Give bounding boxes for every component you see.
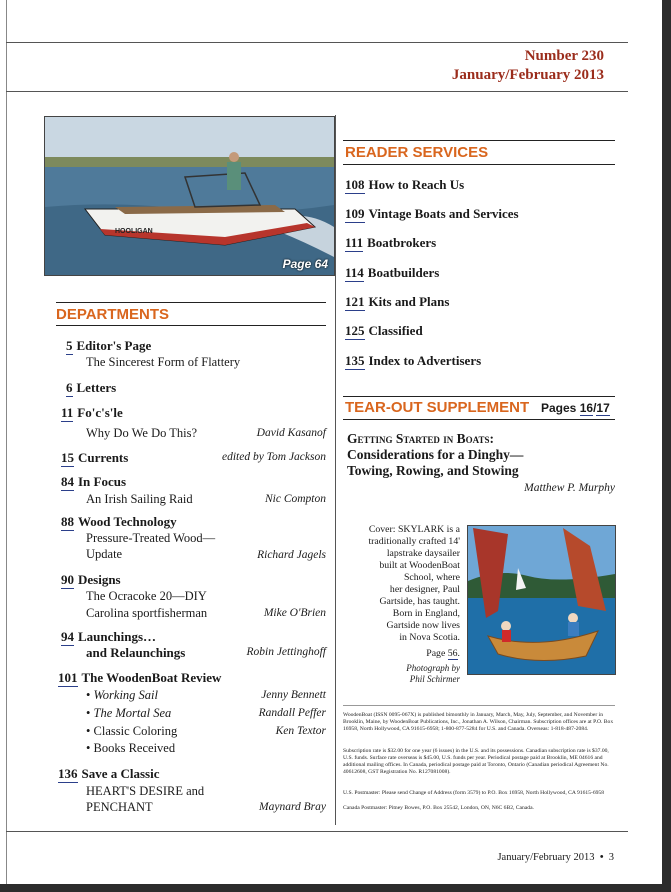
rs-item-boatbuilders[interactable] [345,264,439,282]
item-author: Robin Jettinghoff [246,646,326,658]
page-number: 90 [61,572,74,587]
page-number: 5 [66,338,73,353]
item-subtitle-line1: The Ocracoke 20—DIY [86,589,207,603]
reader-services-bottom-rule [343,164,615,165]
photo-credit-line2: Phil Schirmer [409,674,460,684]
item-title: How to Reach Us [368,177,465,192]
page-number: 135 [345,353,365,368]
item-subtitle: The Sincerest Form of Flattery [86,355,241,369]
item-title: Letters [76,380,117,395]
dept-item-currents[interactable] [61,449,128,467]
cover-caption-line: Gartside now lives [386,620,460,631]
item-author: Maynard Bray [259,801,326,813]
sailboat-image [468,526,615,674]
cover-page-text: Page [426,648,446,659]
cover-caption-line: her designer, Paul [389,584,460,595]
item-title: Classified [368,323,423,338]
item-author: David Kasanof [256,427,326,439]
rs-item-index-to-advertisers[interactable] [345,352,481,370]
dept-item-woodenboat-review[interactable] [58,669,221,687]
cover-caption [344,524,460,685]
dept-item-designs[interactable] [61,571,121,589]
cover-page-number: 56 [447,648,458,659]
page-edge-line [6,0,7,884]
fineprint-publication: WoodenBoat (ISSN 0095-067X) is published bimonthly in January, March, May, July, September, and November in Brooklin, Maine, by WoodenBoat Publications, Inc., Jonathan A. Wilson, Chairman. Subscription offices are at P.O. Box 16958, North Hollywood, CA 91615-6958; 1-800-877-5284 for U.S. and Canada. Overseas: 1-818-487-2084. [343,712,614,732]
page-number: 114 [345,265,364,280]
item-subtitle-line1: Pressure-Treated Wood— [86,531,216,545]
item-subtitle: Why Do We Do This? [86,426,198,440]
item-title: Editor's Page [76,338,152,353]
boat-name-text: HOOLIGAN [115,228,153,235]
page-number: 109 [345,206,365,221]
review-bullet: • Working Sail [86,688,158,702]
page-number: 6 [66,380,73,395]
page-number: 136 [58,766,78,781]
footer-page-number: 3 [608,852,614,863]
rs-item-kits-and-plans[interactable] [345,293,449,311]
tearout-pages-label: Pages [541,401,577,415]
page-number: 84 [61,474,74,489]
item-subtitle-line1: HEART'S DESIRE and [86,784,205,798]
dept-item-launchings[interactable] [61,628,156,646]
cover-caption-line: traditionally crafted 14' [368,536,460,547]
header-rule [6,91,628,92]
item-title: Currents [78,450,129,465]
item-title: Index to Advertisers [368,353,482,368]
tearout-pages[interactable]: Pages 16/17 [541,401,610,415]
cover-caption-line: Gartside, has taught. [379,596,460,607]
review-bullet: • Classic Coloring [86,724,178,738]
item-title: Boatbrokers [367,235,437,250]
departments-top-rule [56,302,326,303]
review-book-title: Classic Coloring [93,724,178,738]
tearout-top-rule [343,396,615,397]
tearout-title-line3: Towing, Rowing, and Stowing [347,463,519,478]
item-title: Kits and Plans [368,294,450,309]
tearout-bottom-rule [343,419,615,420]
dept-item-editors-page[interactable] [66,337,151,355]
tearout-page-a: 16 [579,401,594,415]
tearout-title-line2: Considerations for a Dinghy— [347,447,524,462]
item-title: Save a Classic [81,766,160,781]
cover-caption-line: Cover: SKYLARK is a [368,524,460,535]
review-book-title: The Mortal Sea [93,706,172,720]
page-number: 11 [61,405,74,420]
top-rule [6,42,628,43]
item-subtitle-line2: Carolina sportfisherman [86,606,208,620]
page-number: 101 [58,670,78,685]
fineprint-rule [343,705,615,706]
item-title: In Focus [78,474,127,489]
page-number: 111 [345,235,364,250]
dept-item-in-focus[interactable] [61,473,126,491]
page-number: 125 [345,323,365,338]
bottom-rule [6,831,628,832]
item-author: Nic Compton [264,493,326,505]
rs-item-vintage-boats[interactable] [345,205,519,223]
review-book-title: Working Sail [93,688,158,702]
photo-credit-line1: Photograph by [406,663,460,673]
item-title: Boatbuilders [367,265,440,280]
page-number: 108 [345,177,365,192]
review-author: Randall Peffer [258,707,326,719]
issue-number: Number 230 [524,48,604,64]
item-title-line1: Launchings… [78,629,157,644]
cover-caption-line: School, where [403,572,460,583]
review-book-title: Books Received [93,741,176,755]
item-title: Fo'c's'le [77,405,123,420]
page-number: 88 [61,514,74,529]
item-author: Richard Jagels [257,549,326,561]
dept-item-save-a-classic[interactable] [58,765,160,783]
departments-heading: DEPARTMENTS [56,306,170,323]
rs-item-classified[interactable] [345,322,423,340]
item-title: Designs [78,572,121,587]
footer-bullet: • [599,852,604,863]
cover-caption-line: built at WoodenBoat [379,560,460,571]
reader-services-top-rule [343,140,615,141]
tearout-page-b: 17 [596,401,610,415]
item-subtitle: An Irish Sailing Raid [86,492,193,506]
column-divider [335,115,336,825]
cover-caption-line: in Nova Scotia. [399,632,460,643]
page-footer [497,852,614,863]
cover-caption-line: lapstrake daysailer [386,548,460,559]
dept-item-focsle[interactable] [61,404,123,422]
rs-item-how-to-reach-us[interactable] [345,176,464,194]
review-author: Jenny Bennett [261,689,326,701]
rs-item-boatbrokers[interactable] [345,234,436,252]
fineprint-subscription: Subscription rate is $32.00 for one year (6 issues) in the U.S. and its possessions. Canadian subscription rate is $37.00, U.S. funds. Surface rate overseas is $45.00, U.S. funds per year. Periodical postage paid at Brooklin, ME 04616 and additional mailing offices. In Canada, periodical postage paid at Toronto, Ontario (Canadian periodical Agreement No. 40612608, GST Registration No. R127081008). [343,748,609,775]
review-author: Ken Textor [275,725,326,737]
tearout-heading: TEAR-OUT SUPPLEMENT [345,399,530,416]
photo-page-ref: Page 64 [282,257,328,271]
page-number: 121 [345,294,365,309]
item-subtitle-line2: PENCHANT [86,800,153,814]
tearout-title-line1: Getting Started in Boats: [347,431,495,446]
motorboat-image [45,117,334,275]
cover-page-ref[interactable]: Page 56. [426,648,460,659]
item-title: Vintage Boats and Services [368,206,519,221]
cover-caption-line: Born in England, [392,608,460,619]
footer-date: January/February 2013 [497,852,595,863]
item-title-line2: and Relaunchings [86,645,186,660]
item-title: Wood Technology [78,514,177,529]
review-bullet: • Books Received [86,741,176,755]
tearout-author: Matthew P. Murphy [524,482,615,494]
item-author: edited by Tom Jackson [221,451,326,463]
reader-services-heading: READER SERVICES [345,144,489,161]
departments-bottom-rule [56,325,326,326]
fineprint-us-postmaster: U.S. Postmaster: Please send Change of Address (form 3579) to P.O. Box 16958, North Hollywood, CA 91615-6958 [343,790,605,796]
review-bullet: • The Mortal Sea [86,706,172,720]
issue-date: January/February 2013 [451,67,604,83]
fineprint-canada-postmaster: Canada Postmaster: Pitney Bowes, P.O. Box 25542, London, ON, N6C 6B2, Canada. [343,805,534,811]
page-number: 94 [61,629,74,644]
dept-item-letters[interactable] [66,379,116,397]
boat-photo [44,116,335,276]
page-number: 15 [61,450,74,465]
item-author: Mike O'Brien [263,607,326,619]
item-subtitle-line2: Update [86,547,123,561]
dept-item-wood-technology[interactable] [61,513,177,531]
sailboat-photo [467,525,616,675]
item-title: The WoodenBoat Review [81,670,222,685]
